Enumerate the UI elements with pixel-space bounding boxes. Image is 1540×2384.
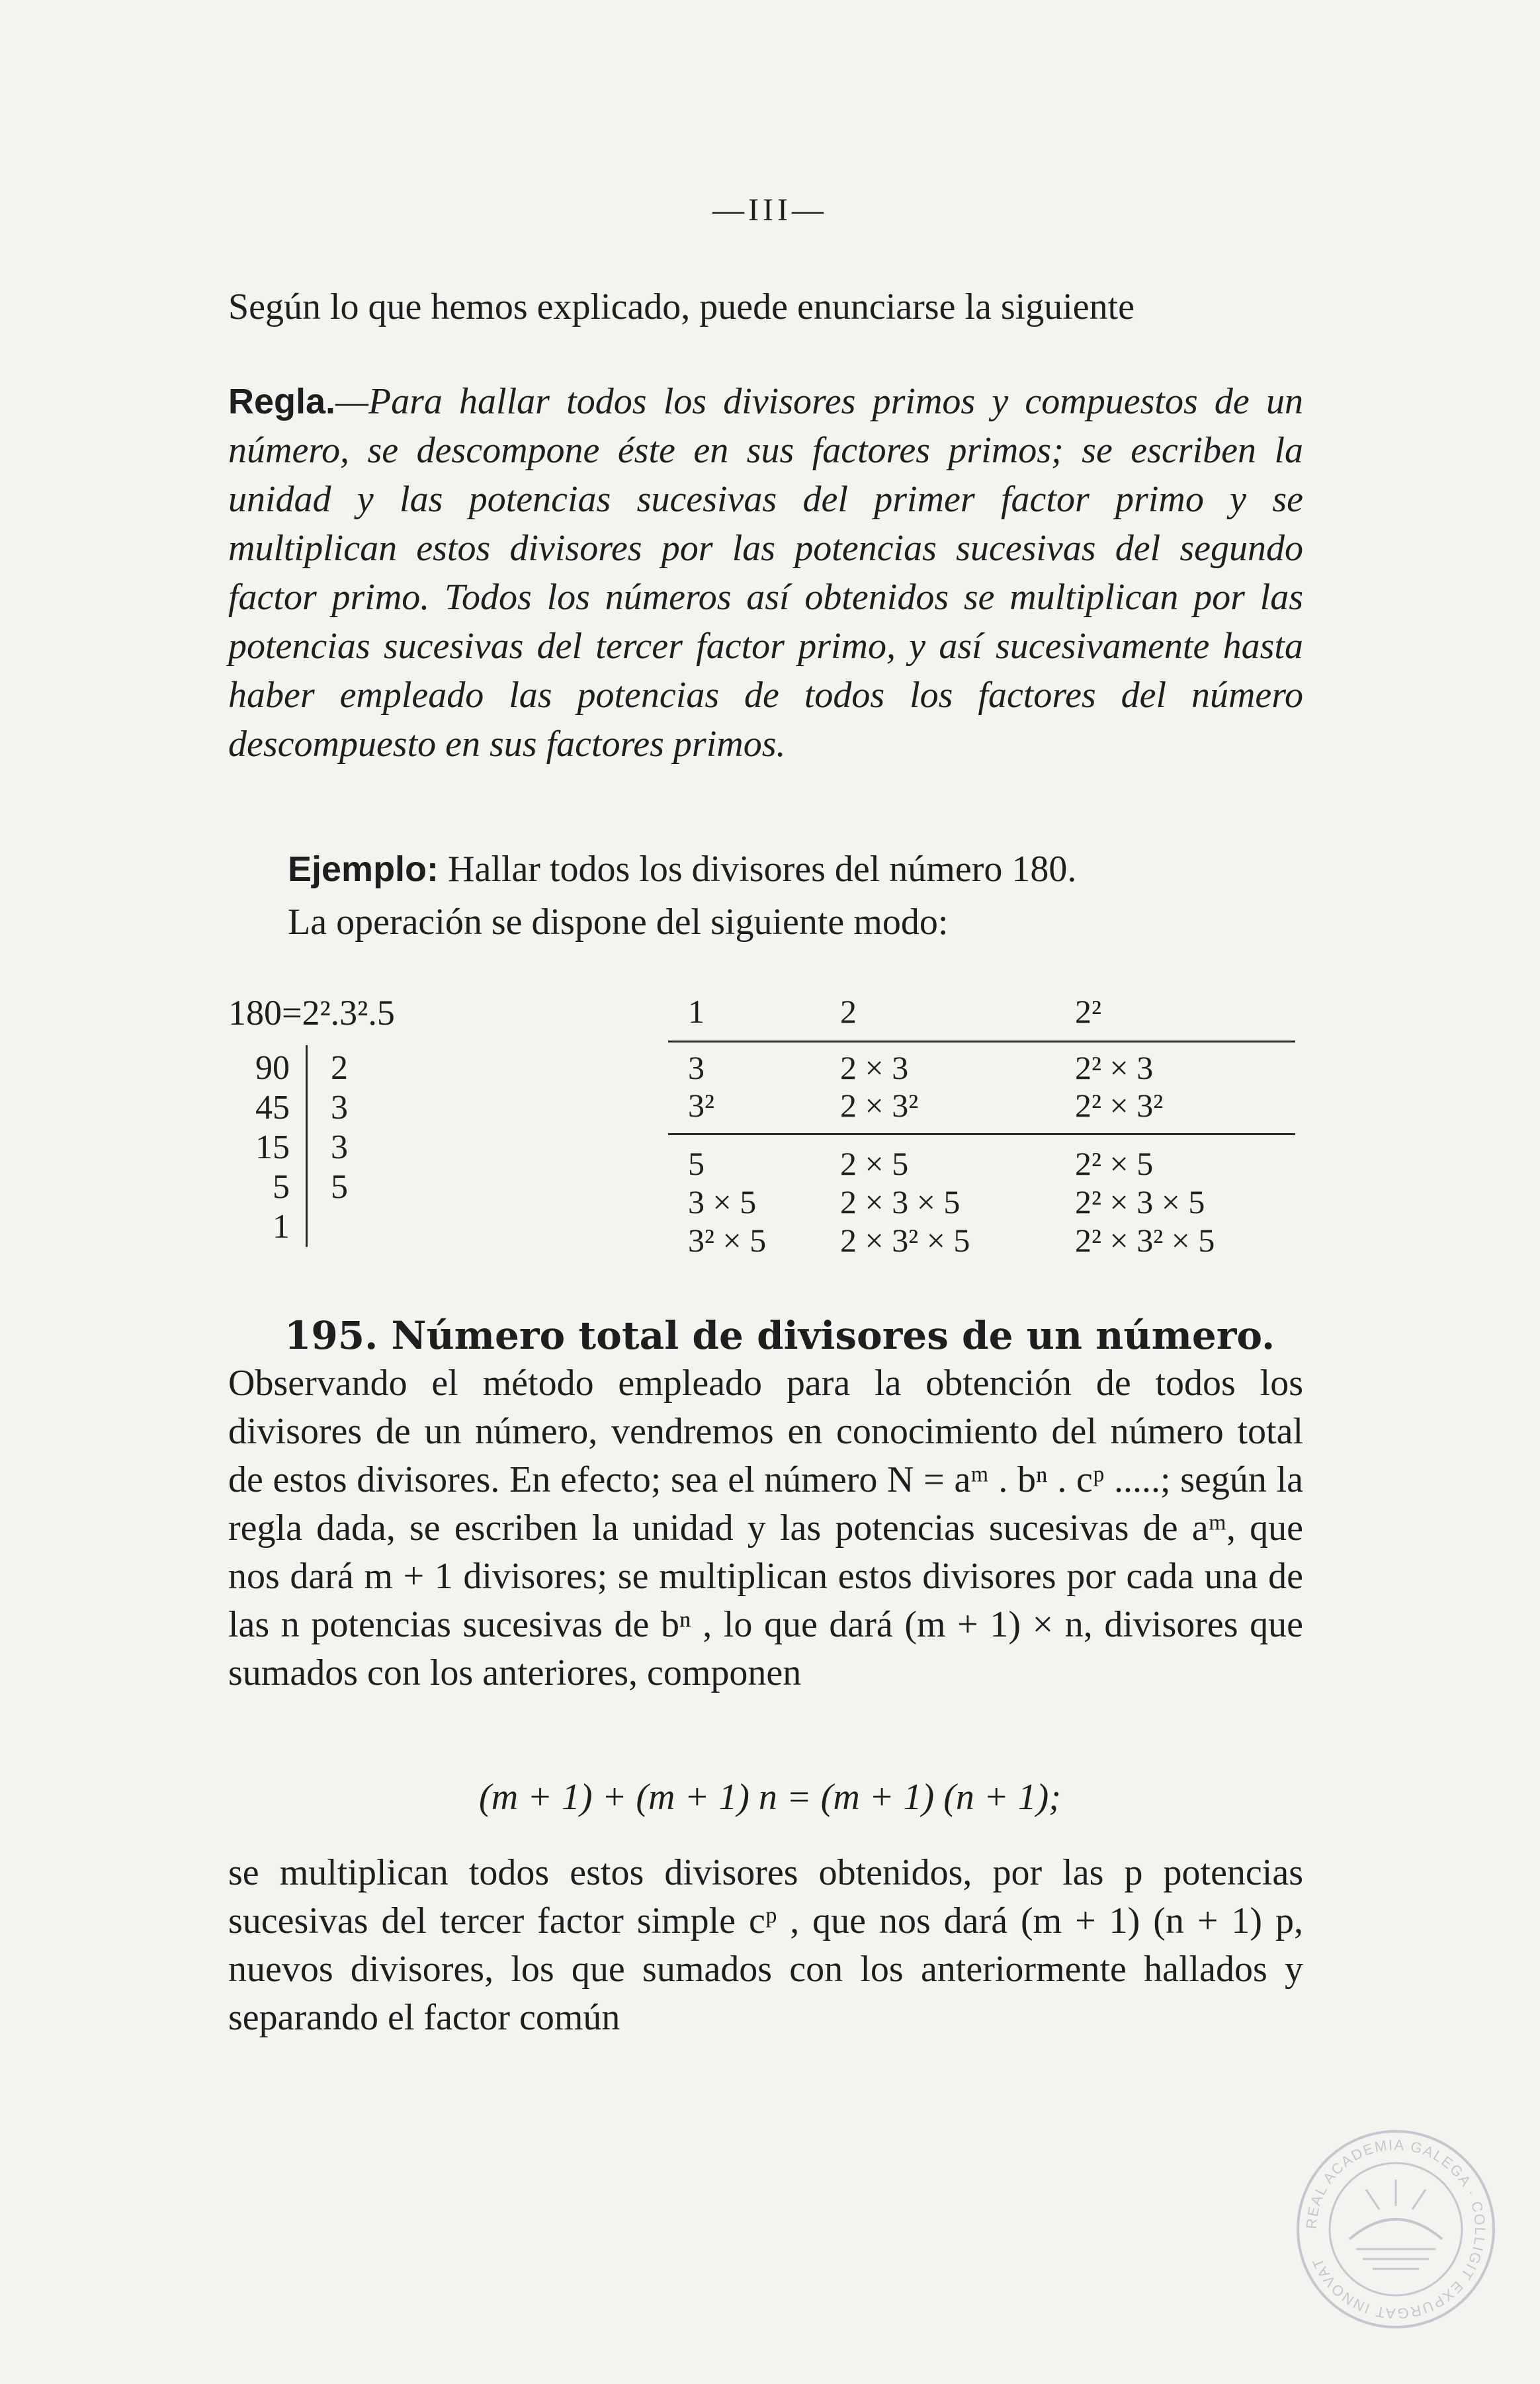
divisor-cell: 3² — [688, 1087, 714, 1124]
formula: (m + 1) + (m + 1) n = (m + 1) (n + 1); — [479, 1777, 1061, 1818]
library-stamp — [1293, 2127, 1498, 2332]
example-text: Hallar todos los divisores del número 180. — [448, 849, 1077, 890]
decomposition-divisor: 5 — [331, 1168, 348, 1206]
divisor-cell: 3 — [688, 1049, 705, 1086]
decomposition-vertical-line — [306, 1045, 308, 1247]
divisor-cell: 2² × 3² — [1075, 1087, 1164, 1124]
page-number: —III— — [712, 192, 828, 228]
decomposition-number: 45 — [255, 1089, 290, 1127]
decomposition-number: 5 — [273, 1168, 290, 1206]
section-paragraph-1: Observando el método empleado para la obtención de todos los divisores de un número, vendremos en conocimiento del número total de estos divisores. En efecto; sea el número N = aᵐ . bⁿ . cᵖ .....; según la regla dada, se escriben la unidad y las potencias sucesivas de aᵐ, que nos dará m + 1 divisores; se multiplican estos divisores por cada una de las n potencias sucesivas de bⁿ , lo que dará (m + 1) × n, divisores que sumados con los anteriores, componen — [228, 1363, 1303, 1693]
decomposition-number: 1 — [273, 1208, 290, 1246]
divisor-cell: 2 × 3² — [840, 1087, 919, 1124]
section-title: Número total de divisores de un número. — [391, 1313, 1275, 1358]
decomposition-divisor: 3 — [331, 1128, 348, 1166]
table-rule — [668, 1133, 1295, 1135]
divisor-cell: 2 × 3² × 5 — [840, 1222, 970, 1259]
example-paragraph — [228, 845, 1303, 894]
decomposition-header: 180=2².3².5 — [228, 993, 395, 1033]
section-heading — [284, 1313, 1275, 1358]
rule-label: Regla. — [228, 382, 336, 421]
svg-text:REAL ACADEMIA GALEGA · COLLIGI — [1303, 2137, 1488, 2322]
divisor-cell: 3 × 5 — [688, 1183, 757, 1220]
divisor-cell: 2² — [1075, 993, 1101, 1030]
divisor-cell: 2² × 3 — [1075, 1049, 1154, 1086]
rule-paragraph — [228, 377, 1303, 769]
divisor-cell: 2 × 5 — [840, 1145, 909, 1182]
example-label: Ejemplo: — [288, 849, 439, 889]
rule-text: —Para hallar todos los divisores primos y compuestos de un número, se descompone éste en sus factores primos; se escriben la unidad y las potencias sucesivas del primer factor primo y se multiplican estos divisores por las potencias sucesivas del segundo factor primo. Todos los números así obtenidos se multiplican por las potencias sucesivas del tercer factor primo, y así sucesivamente hasta haber empleado las potencias de todos los factores del número descompuesto en sus factores primos. — [228, 381, 1303, 765]
divisor-cell: 2² × 3² × 5 — [1075, 1222, 1215, 1259]
divisor-cell: 2² × 3 × 5 — [1075, 1183, 1205, 1220]
decomposition-divisor: 2 — [331, 1049, 348, 1087]
divisor-cell: 2 × 3 — [840, 1049, 909, 1086]
table-rule — [668, 1041, 1295, 1043]
section-number: 195. — [284, 1313, 378, 1358]
divisor-cell: 2 — [840, 993, 857, 1030]
divisor-cell: 2 × 3 × 5 — [840, 1183, 961, 1220]
divisor-cell: 5 — [688, 1145, 705, 1182]
decomposition-number: 90 — [255, 1049, 290, 1087]
stamp-text: REAL ACADEMIA GALEGA · COLLIGIT EXPURGAT INNOVAT — [1303, 2136, 1489, 2322]
section-paragraph-2: se multiplican todos estos divisores obtenidos, por las p potencias sucesivas del tercer factor simple cᵖ , que nos dará (m + 1) (n + 1) p, nuevos divisores, los que sumados con los anteriormente hallados y separando el factor común — [228, 1852, 1303, 2038]
divisor-cell: 2² × 5 — [1075, 1145, 1154, 1182]
divisor-cell: 3² × 5 — [688, 1222, 767, 1259]
decomposition-number: 15 — [255, 1128, 290, 1166]
operation-text: La operación se dispone del siguiente modo: — [288, 902, 949, 943]
divisor-cell: 1 — [688, 993, 705, 1030]
intro-paragraph: Según lo que hemos explicado, puede enunciarse la siguiente — [228, 286, 1135, 327]
decomposition-divisor: 3 — [331, 1089, 348, 1127]
